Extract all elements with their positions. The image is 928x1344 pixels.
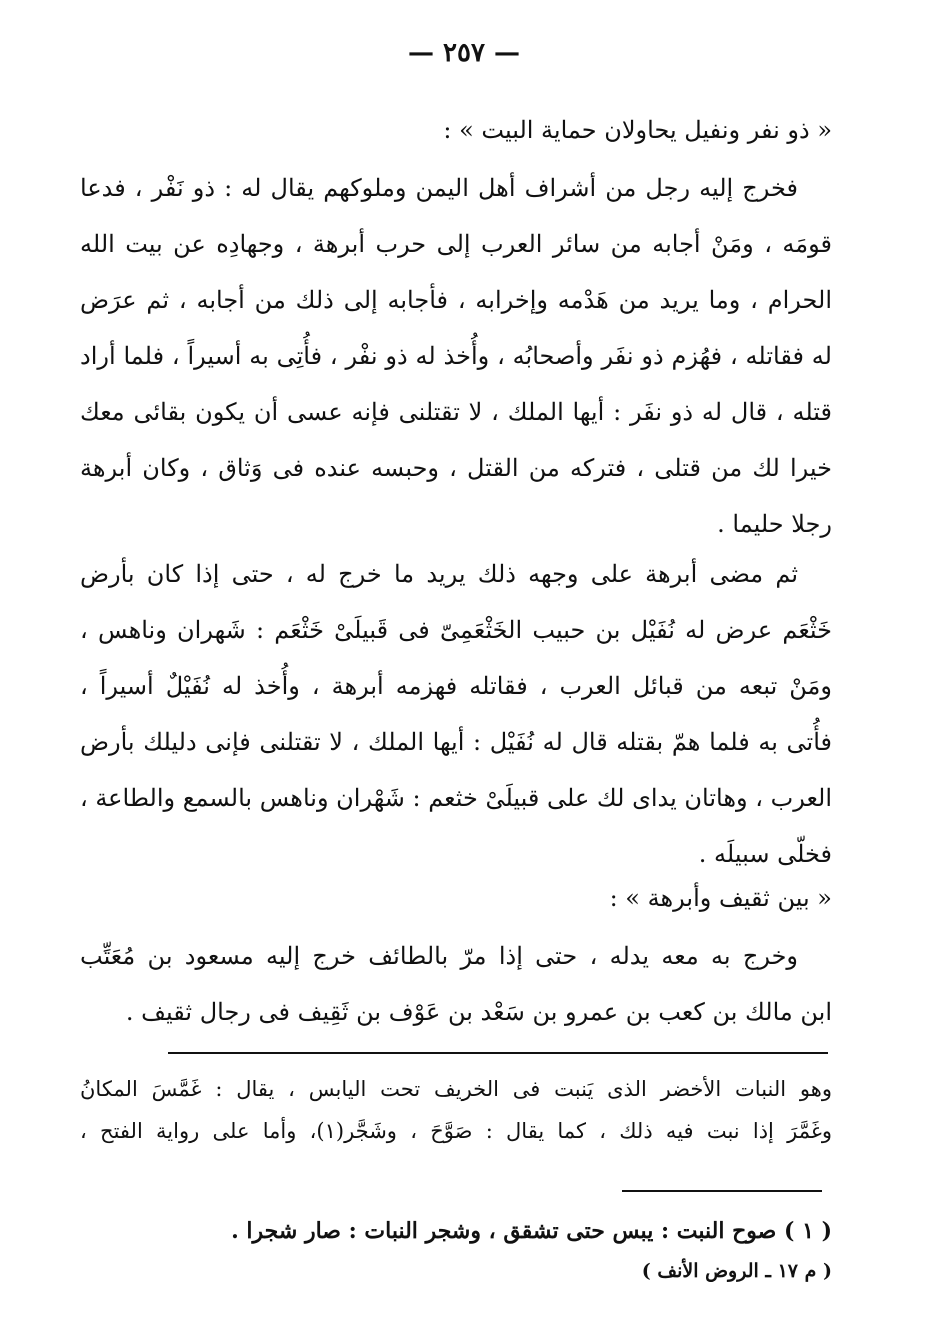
text-line: قتله ، قال له ذو نفَر : أيها الملك ، لا تقتلنى فإنه عسى أن يكون بقائى معك: [80, 398, 832, 426]
text-line: الحرام ، وما يريد من هَدْمه وإخرابه ، فأجابه إلى ذلك من أجابه ، ثم عرَض: [80, 286, 832, 314]
section-heading-thaqif: « بين ثقيف وأبرهة » :: [609, 884, 832, 912]
text-line: فخلّى سبيلَه .: [698, 840, 832, 868]
text-line: فأُتى به فلما همّ بقتله قال له نُفَيْل : أيها الملك ، لا تقتلنى فإنى دليلك بأرض: [80, 728, 832, 756]
note-line: وهو النبات الأخضر الذى يَنبت فى الخريف تحت اليابس ، يقال : غَمَّسَ المكانُ: [80, 1077, 832, 1101]
text-line: له فقاتله ، فهُزم ذو نفَر وأصحابُه ، وأُخذ له ذو نفْر ، فأُتِى به أسيراً ، فلما أراد: [80, 342, 832, 370]
paragraph-dhu-nafr: [80, 160, 832, 552]
text-line: ابن مالك بن كعب بن عمرو بن سَعْد بن عَوْف بن ثَقِيف فى رجال ثقيف .: [125, 998, 832, 1026]
text-line: ثم مضى أبرهة على وجهه ذلك يريد ما خرج له ، حتى إذا كان بأرض: [80, 560, 798, 588]
text-line: رجلا حليما .: [717, 510, 832, 538]
printer-signature: ( م ١٧ ـ الروض الأنف ): [641, 1260, 832, 1282]
footnote-divider: [622, 1190, 822, 1192]
text-line: خَثْعَم عرض له نُفَيْل بن حبيب الخَثْعَمِىّ فى قَبيلَىْ خَثْعَم : شَهران وناهس ،: [80, 616, 832, 644]
commentary-notes: [80, 1068, 832, 1152]
paragraph-thaqif: [80, 928, 832, 1040]
text-line: ومَنْ تبعه من قبائل العرب ، فقاتله فهزمه أبرهة ، وأُخذ له نُفَيْلٌ أسيراً ،: [80, 672, 832, 700]
paragraph-nufayl: [80, 546, 832, 882]
text-line: خيرا لك من قتلى ، فتركه من القتل ، وحبسه عنده فى وَثاق ، وكان أبرهة: [80, 454, 832, 482]
text-line: فخرج إليه رجل من أشراف أهل اليمن وملوكهم يقال له : ذو نَفْر ، فدعا: [80, 174, 798, 202]
note-line: وغَمَّرَ إذا نبت فيه ذلك ، كما يقال : صَوَّحَ ، وشَجَّر(١)، وأما على رواية الفتح ،: [80, 1119, 832, 1143]
notes-divider: [168, 1052, 828, 1054]
section-heading-dhu-nafr: « ذو نفر ونفيل يحاولان حماية البيت » :: [443, 116, 832, 144]
page-number: — ٢٥٧ —: [407, 38, 521, 68]
footnote: ( ١ ) صوح النبت : يبس حتى تشقق ، وشجر النبات : صار شجرا .: [231, 1218, 832, 1244]
text-line: وخرج به معه يدله ، حتى إذا مرّ بالطائف خرج إليه مسعود بن مُعَتِّب: [80, 942, 798, 970]
text-line: العرب ، وهاتان يداى لك على قبيلَىْ خثعم : شَهْران وناهس بالسمع والطاعة ،: [80, 784, 832, 812]
text-line: قومَه ، ومَنْ أجابه من سائر العرب إلى حرب أبرهة ، وجهادِه عن بيت الله: [80, 230, 832, 258]
